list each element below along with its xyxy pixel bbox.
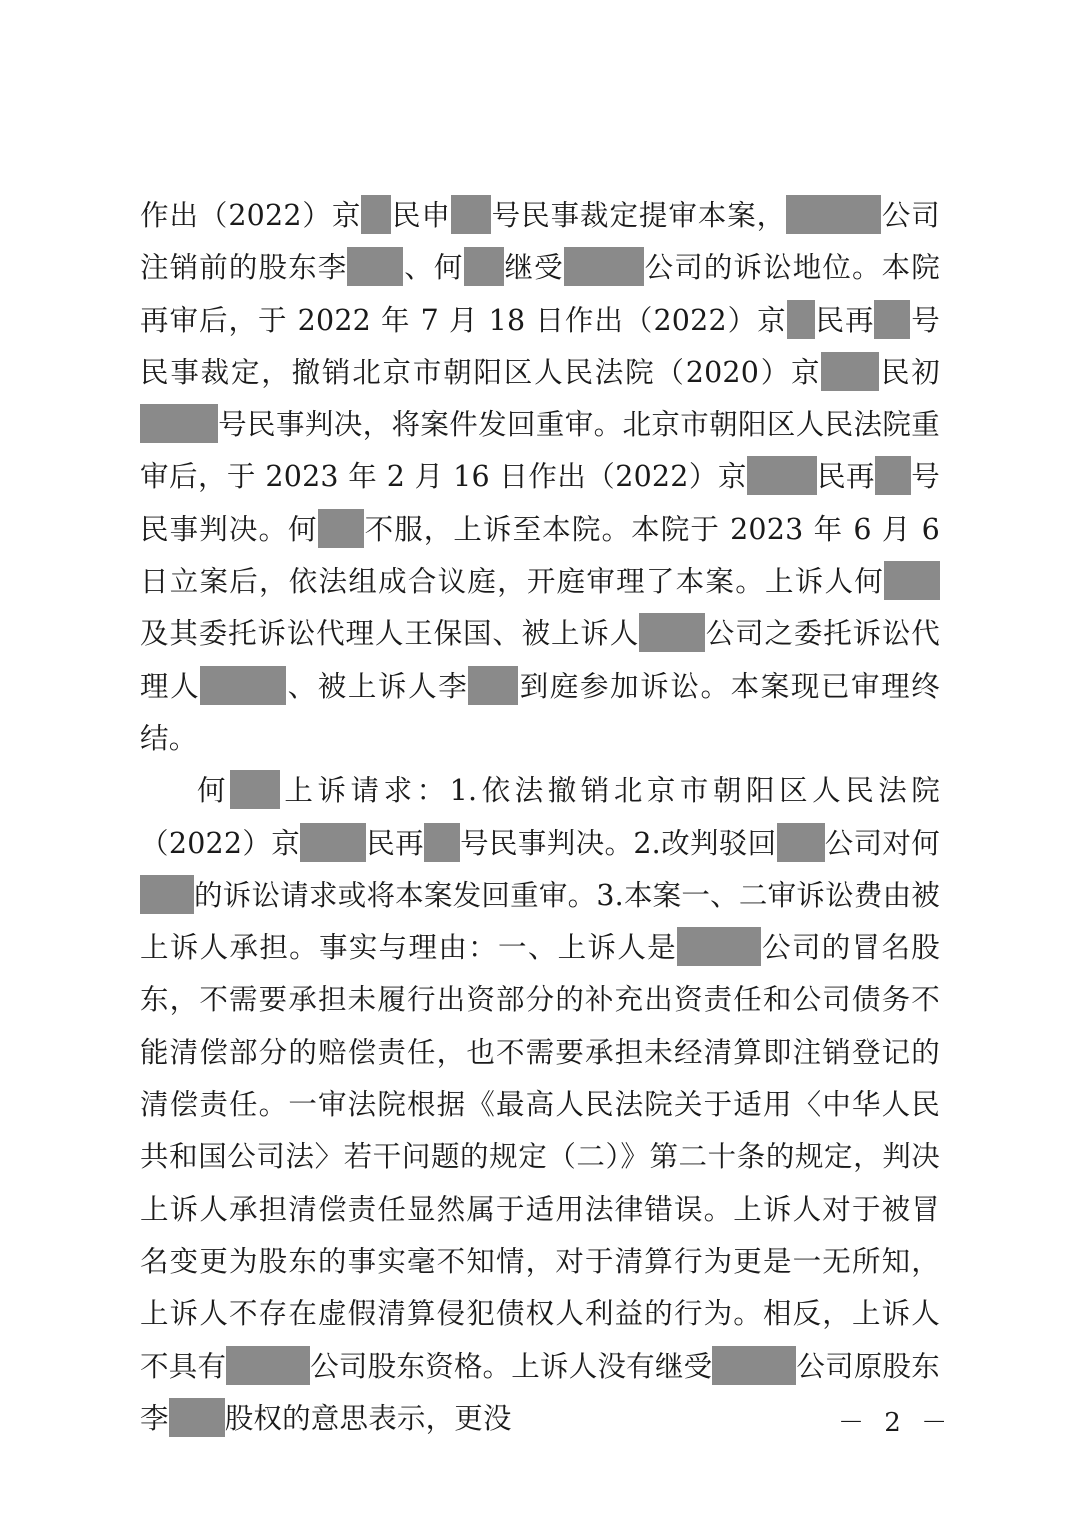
paragraph-appeal-request <box>140 765 940 1445</box>
redaction-block <box>787 300 815 339</box>
redaction-block <box>747 456 817 495</box>
text-segment: 、何 <box>403 251 464 285</box>
paragraph-procedural-history <box>140 190 940 765</box>
redaction-block <box>786 195 881 234</box>
text-segment: 公司的诉讼地位。本院再审后，于 2022 年 7 月 18 日作出（2022）京 <box>140 251 940 337</box>
text-segment: 民申 <box>391 199 451 232</box>
text-segment: 何 <box>197 774 231 808</box>
text-segment: 公司注销前的股东李 <box>140 199 940 285</box>
redaction-block <box>564 247 644 286</box>
text-segment: 号民事判决。何 <box>140 460 940 546</box>
text-segment: 及其委托诉讼代理人王保国、被上诉人 <box>140 617 640 651</box>
redaction-block <box>226 1346 310 1385</box>
redaction-block <box>140 404 218 443</box>
judgment-body-text <box>140 190 940 1445</box>
text-segment: 民再 <box>814 303 875 337</box>
redaction-block <box>200 666 286 705</box>
redaction-block <box>464 247 504 286</box>
redaction-block <box>468 666 518 705</box>
text-segment: 的诉讼请求或将本案发回重审。3.本案一、二审诉讼费由被上诉人承担。事实与理由：一、上诉人是 <box>140 878 940 965</box>
text-segment: 公司对何 <box>824 826 940 860</box>
redaction-block <box>347 247 403 286</box>
redaction-block <box>140 875 194 914</box>
redaction-block <box>230 770 280 809</box>
text-segment: 民初 <box>879 355 940 389</box>
redaction-block <box>361 195 391 234</box>
text-segment: 号民事判决。2.改判驳回 <box>459 826 777 860</box>
redaction-block <box>677 927 761 966</box>
text-segment: 号民事裁定提审本案， <box>490 199 787 232</box>
text-segment: 继受 <box>503 251 564 285</box>
redaction-block <box>874 300 910 339</box>
redaction-block <box>712 1346 796 1385</box>
text-segment: 公司之委托诉讼代理人 <box>140 617 941 703</box>
text-segment: 上诉请求：1.依法撤销北京市朝阳区人民法院（2022）京 <box>140 774 940 860</box>
text-segment: 公司的冒名股东，不需要承担未履行出资部分的补充出资责任和公司债务不能清偿部分的赔偿责任，也不需要承担未经清算即注销登记的清偿责任。一审法院根据《最高人民法院关于适用〈中华人民共和国公司法〉若干问题的规定（二）》第二十条的规定，判决上诉人承担清偿责任显然属于适用法律错误。上诉人对于被冒名变更为股东的事实毫不知情，对于清算行为更是一无所知，上诉人不存在虚假清算侵犯债权人利益的行为。相反，上诉人不具有 <box>140 931 940 1383</box>
redaction-block <box>777 823 825 862</box>
text-segment: 民再 <box>366 826 424 860</box>
text-segment: 到庭参加诉讼。本案现已审理终结。 <box>140 669 940 755</box>
text-segment: 股权的意思表示，更没 <box>224 1401 512 1435</box>
redaction-block <box>884 561 940 600</box>
text-segment: 号民事裁定，撤销北京市朝阳区人民法院（2020）京 <box>140 303 940 389</box>
text-segment: 、被上诉人李 <box>286 669 469 703</box>
redaction-block <box>451 195 491 234</box>
redaction-block <box>300 823 366 862</box>
text-segment: 不服，上诉至本院。本院于 2023 年 6 月 6 日立案后，依法组成合议庭，开庭审理了本案。上诉人何 <box>140 512 940 599</box>
redaction-block <box>169 1398 225 1437</box>
page-number: － 2 － <box>838 1408 954 1438</box>
redaction-block <box>639 613 705 652</box>
redaction-block <box>318 509 364 548</box>
text-segment: 作出（2022）京 <box>140 199 362 232</box>
text-segment: 公司原股东李 <box>140 1349 940 1435</box>
redaction-block <box>821 352 879 391</box>
text-segment: 民再 <box>816 460 876 494</box>
redaction-block <box>875 456 911 495</box>
text-segment: 号民事判决，将案件发回重审。北京市朝阳区人民法院重审后，于 2023 年 2 月 16 日作出（2022）京 <box>140 408 940 494</box>
redaction-block <box>424 823 460 862</box>
text-segment: 公司股东资格。上诉人没有继受 <box>310 1349 713 1383</box>
